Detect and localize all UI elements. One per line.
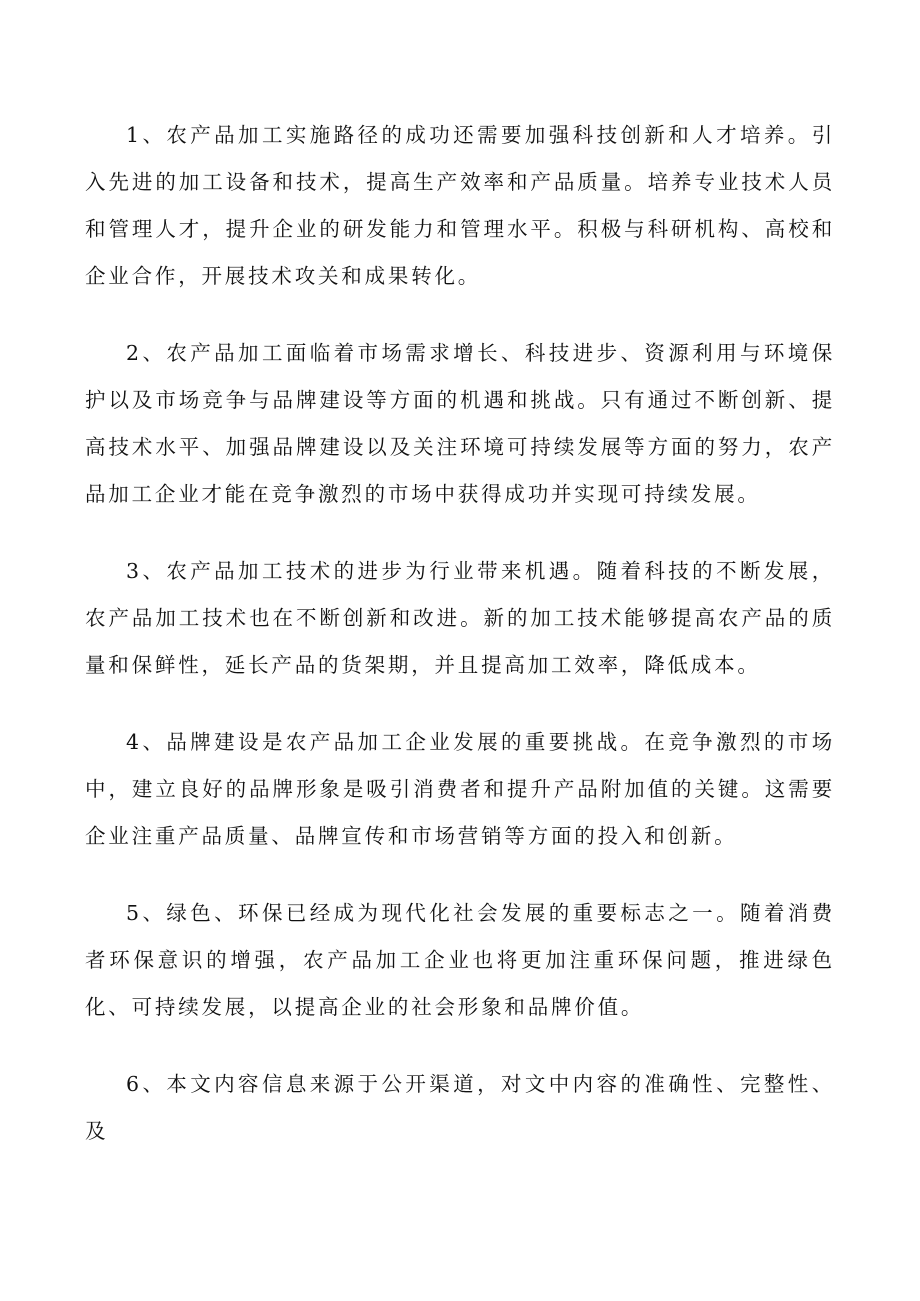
document-body: [85, 112, 835, 1185]
paragraph-3: 3、农产品加工技术的进步为行业带来机遇。随着科技的不断发展，农产品加工技术也在不断创新和改进。新的加工技术能够提高农产品的质量和保鲜性，延长产品的货架期，并且提高加工效率，降低成本。: [85, 559, 835, 677]
paragraph-4: 4、品牌建设是农产品加工企业发展的重要挑战。在竞争激烈的市场中，建立良好的品牌形象是吸引消费者和提升产品附加值的关键。这需要企业注重产品质量、品牌宣传和市场营销等方面的投入和创新。: [85, 730, 835, 848]
paragraph-2: 2、农产品加工面临着市场需求增长、科技进步、资源利用与环境保护以及市场竞争与品牌建设等方面的机遇和挑战。只有通过不断创新、提高技术水平、加强品牌建设以及关注环境可持续发展等方面的努力，农产品加工企业才能在竞争激烈的市场中获得成功并实现可持续发展。: [85, 341, 835, 506]
paragraph-6: 6、本文内容信息来源于公开渠道，对文中内容的准确性、完整性、及: [85, 1072, 835, 1143]
paragraph-1: 1、农产品加工实施路径的成功还需要加强科技创新和人才培养。引入先进的加工设备和技术，提高生产效率和产品质量。培养专业技术人员和管理人才，提升企业的研发能力和管理水平。积极与科研机构、高校和企业合作，开展技术攻关和成果转化。: [85, 123, 835, 288]
paragraph-5: 5、绿色、环保已经成为现代化社会发展的重要标志之一。随着消费者环保意识的增强，农产品加工企业也将更加注重环保问题，推进绿色化、可持续发展，以提高企业的社会形象和品牌价值。: [85, 901, 835, 1019]
